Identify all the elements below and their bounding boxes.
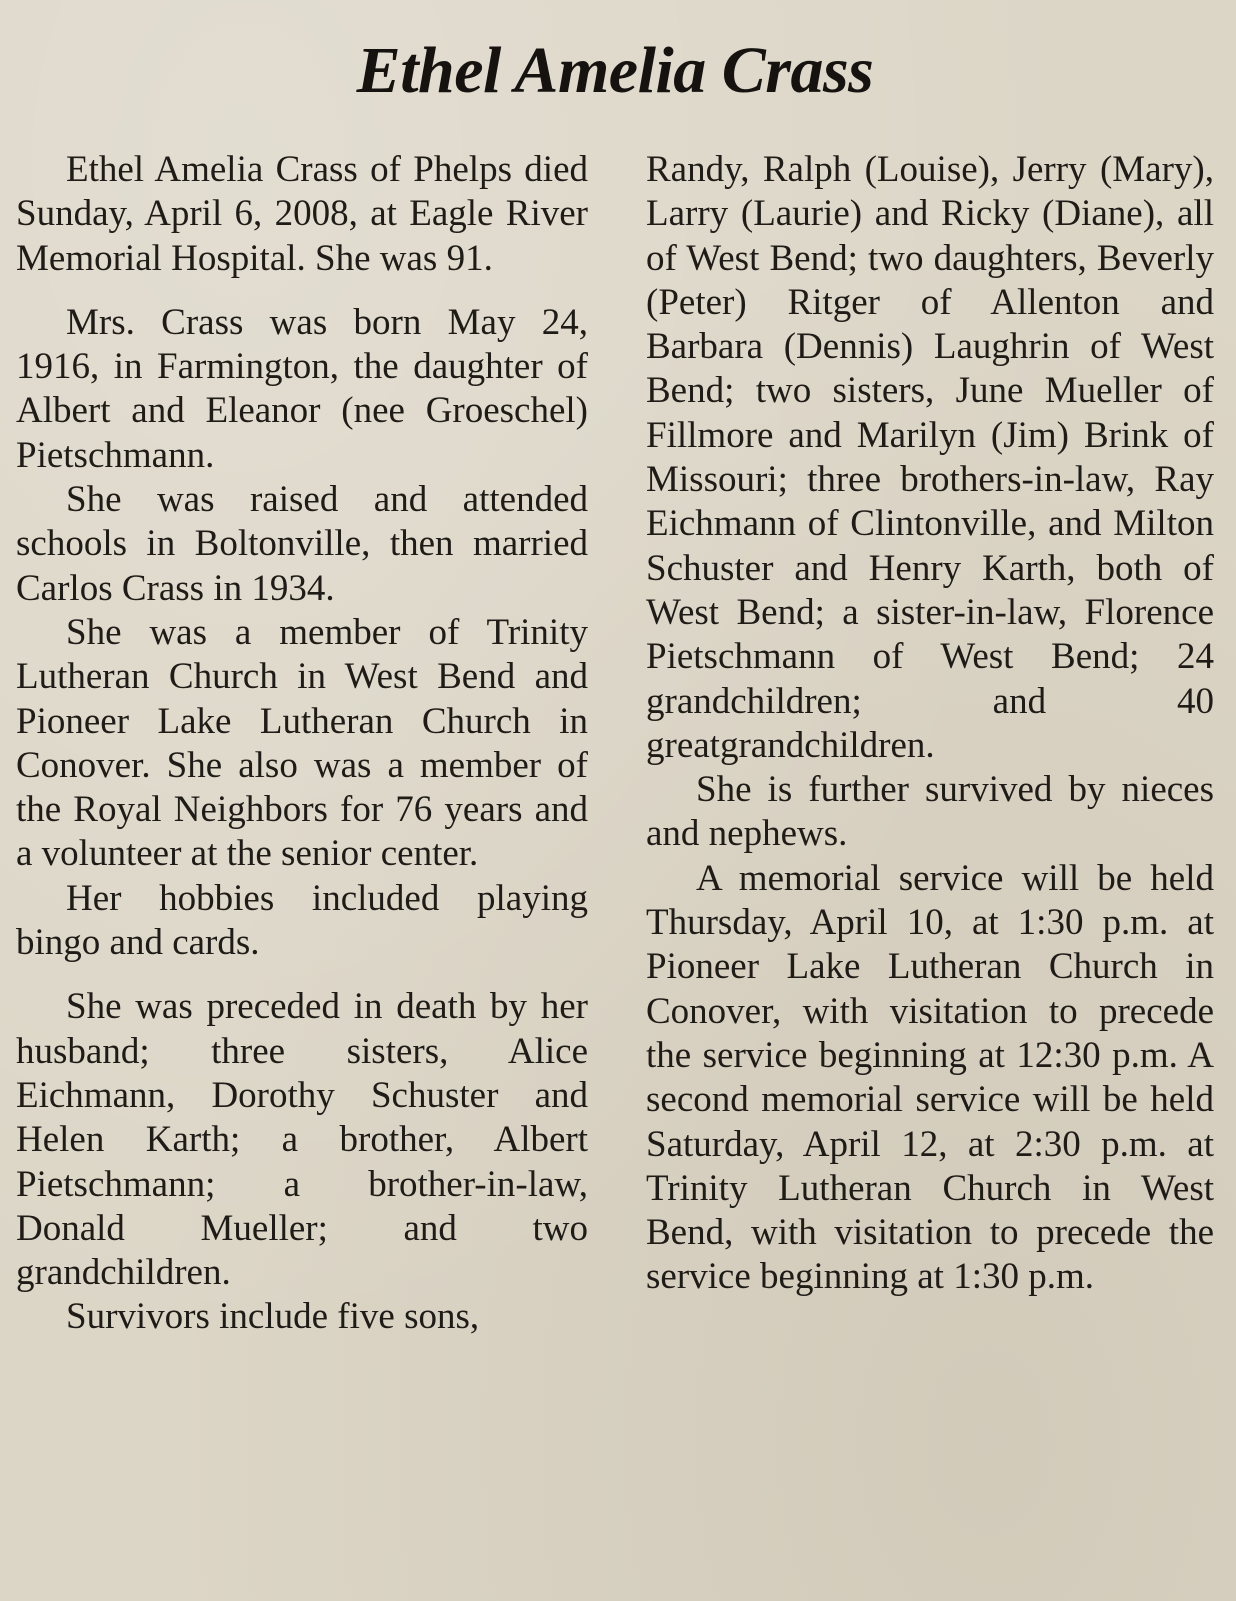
left-column-paragraph-2: Mrs. Crass was born May 24, 1916, in Farmington, the daughter of Albert and Eleanor (nee Groeschel) Pietschmann. <box>16 301 588 476</box>
right-column <box>646 148 1214 1340</box>
left-column-paragraph-3: She was raised and attended schools in Boltonville, then married Carlos Crass in 1934. <box>16 479 588 609</box>
right-column-paragraph-1: Randy, Ralph (Louise), Jerry (Mary), Larry (Laurie) and Ricky (Diane), all of West Bend; two daughters, Beverly (Peter) Ritger of Allenton and Barbara (Dennis) Laughrin of West Bend; two sisters, June Mueller of Fillmore and Marilyn (Jim) Brink of Missouri; three brothers-in-law, Ray Eichmann of Clintonville, and Milton Schuster and Henry Karth, both of West Bend; a sister-in-law, Florence Pietschmann of West Bend; 24 grandchildren; and 40 greatgrandchildren. <box>646 149 1214 766</box>
obituary-headline: Ethel Amelia Crass <box>356 34 874 107</box>
right-column-paragraph-2: She is further survived by nieces and nephews. <box>646 769 1214 855</box>
article-columns <box>16 148 1214 1340</box>
left-column <box>16 148 588 1340</box>
left-column-paragraph-4: She was a member of Trinity Lutheran Church in West Bend and Pioneer Lake Lutheran Church in Conover. She also was a member of the Royal Neighbors for 76 years and a volunteer at the senior center. <box>16 611 588 875</box>
left-column-paragraph-7: Survivors include five sons, <box>66 1296 480 1338</box>
right-column-paragraph-3: A memorial service will be held Thursday, April 10, at 1:30 p.m. at Pioneer Lake Lutheran Church in Conover, with visitation to precede the service beginning at 12:30 p.m. A second memorial service will be held Saturday, April 12, at 2:30 p.m. at Trinity Lutheran Church in West Bend, with visitation to precede the service beginning at 1:30 p.m. <box>646 857 1214 1298</box>
left-column-paragraph-6: She was preceded in death by her husband; three sisters, Alice Eichmann, Dorothy Schuster and Helen Karth; a brother, Albert Pietschmann; a brother-in-law, Donald Mueller; and two grandchildren. <box>16 986 588 1294</box>
left-column-paragraph-5: Her hobbies included playing bingo and cards. <box>16 877 588 964</box>
left-column-paragraph-1: Ethel Amelia Crass of Phelps died Sunday, April 6, 2008, at Eagle River Memorial Hospital. She was 91. <box>16 149 588 279</box>
